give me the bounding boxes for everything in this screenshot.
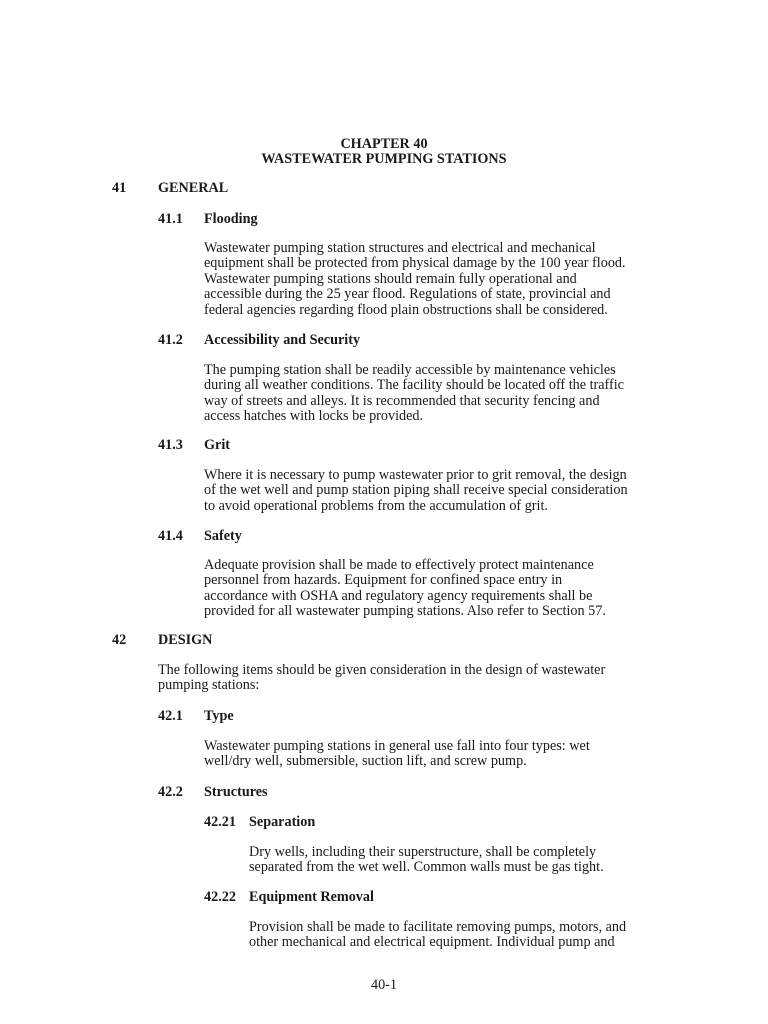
text-line: to avoid operational problems from the accumulation of grit. — [204, 497, 548, 514]
paragraph-separation — [249, 845, 604, 876]
paragraph-grit — [204, 468, 628, 514]
text-line: provided for all wastewater pumping stations. Also refer to Section 57. — [204, 603, 606, 620]
text-line: federal agencies regarding flood plain obstructions shall be considered. — [204, 301, 608, 318]
subsubsection-heading: Separation — [249, 814, 316, 830]
text-line: equipment shall be protected from physical damage by the 100 year flood. — [204, 255, 626, 272]
subsection-number: 41.2 — [158, 332, 183, 348]
paragraph-type — [204, 739, 590, 770]
section-number: 41 — [112, 180, 127, 196]
text-line: accordance with OSHA and regulatory agency requirements shall be — [204, 587, 593, 604]
paragraph-flooding — [204, 241, 626, 318]
text-line: Dry wells, including their superstructure, shall be completely — [249, 844, 597, 860]
section-heading: DESIGN — [158, 632, 213, 648]
text-line: Adequate provision shall be made to effectively protect maintenance — [204, 557, 594, 573]
subsection-number: 42.1 — [158, 708, 183, 724]
chapter-number: CHAPTER 40 — [340, 136, 428, 152]
text-line: Where it is necessary to pump wastewater prior to grit removal, the design — [204, 467, 627, 483]
section-heading: GENERAL — [158, 180, 229, 196]
subsection-number: 41.1 — [158, 211, 183, 227]
text-line: of the wet well and pump station piping shall receive special consideration — [204, 482, 628, 499]
subsection-number: 42.2 — [158, 784, 183, 800]
subsection-heading: Accessibility and Security — [204, 332, 361, 348]
text-line: personnel from hazards. Equipment for confined space entry in — [204, 572, 563, 589]
subsection-heading: Safety — [204, 528, 242, 544]
text-line: pumping stations: — [158, 677, 260, 694]
text-line: accessible during the 25 year flood. Regulations of state, provincial and — [204, 286, 611, 303]
text-line: The pumping station shall be readily accessible by maintenance vehicles — [204, 362, 616, 378]
text-line: separated from the wet well. Common walls must be gas tight. — [249, 859, 604, 876]
paragraph-accessibility — [204, 363, 624, 425]
subsection-heading: Structures — [204, 784, 268, 800]
section-number: 42 — [112, 632, 127, 648]
subsection-number: 41.4 — [158, 528, 183, 544]
text-line: access hatches with locks be provided. — [204, 408, 424, 425]
text-line: Provision shall be made to facilitate removing pumps, motors, and — [249, 919, 627, 935]
text-line: Wastewater pumping station structures and electrical and mechanical — [204, 240, 596, 256]
subsubsection-heading: Equipment Removal — [249, 889, 374, 905]
text-line: way of streets and alleys. It is recommended that security fencing and — [204, 392, 600, 409]
subsubsection-number: 42.22 — [204, 889, 236, 905]
text-line: during all weather conditions. The facility should be located off the traffic — [204, 377, 624, 394]
subsection-heading: Flooding — [204, 211, 258, 227]
paragraph-safety — [204, 558, 606, 620]
chapter-title: WASTEWATER PUMPING STATIONS — [261, 151, 507, 167]
text-line: well/dry well, submersible, suction lift, and screw pump. — [204, 753, 527, 770]
subsubsection-number: 42.21 — [204, 814, 236, 830]
paragraph-design-intro — [158, 663, 605, 694]
text-line: other mechanical and electrical equipment. Individual pump and — [249, 934, 615, 951]
subsection-heading: Type — [204, 708, 234, 724]
text-line: Wastewater pumping stations should remain fully operational and — [204, 270, 577, 287]
subsection-number: 41.3 — [158, 437, 183, 453]
text-line: Wastewater pumping stations in general use fall into four types: wet — [204, 738, 590, 754]
text-line: The following items should be given consideration in the design of wastewater — [158, 662, 606, 678]
paragraph-equipment-removal — [249, 920, 626, 951]
page-number: 40-1 — [370, 977, 397, 993]
subsection-heading: Grit — [204, 437, 230, 453]
